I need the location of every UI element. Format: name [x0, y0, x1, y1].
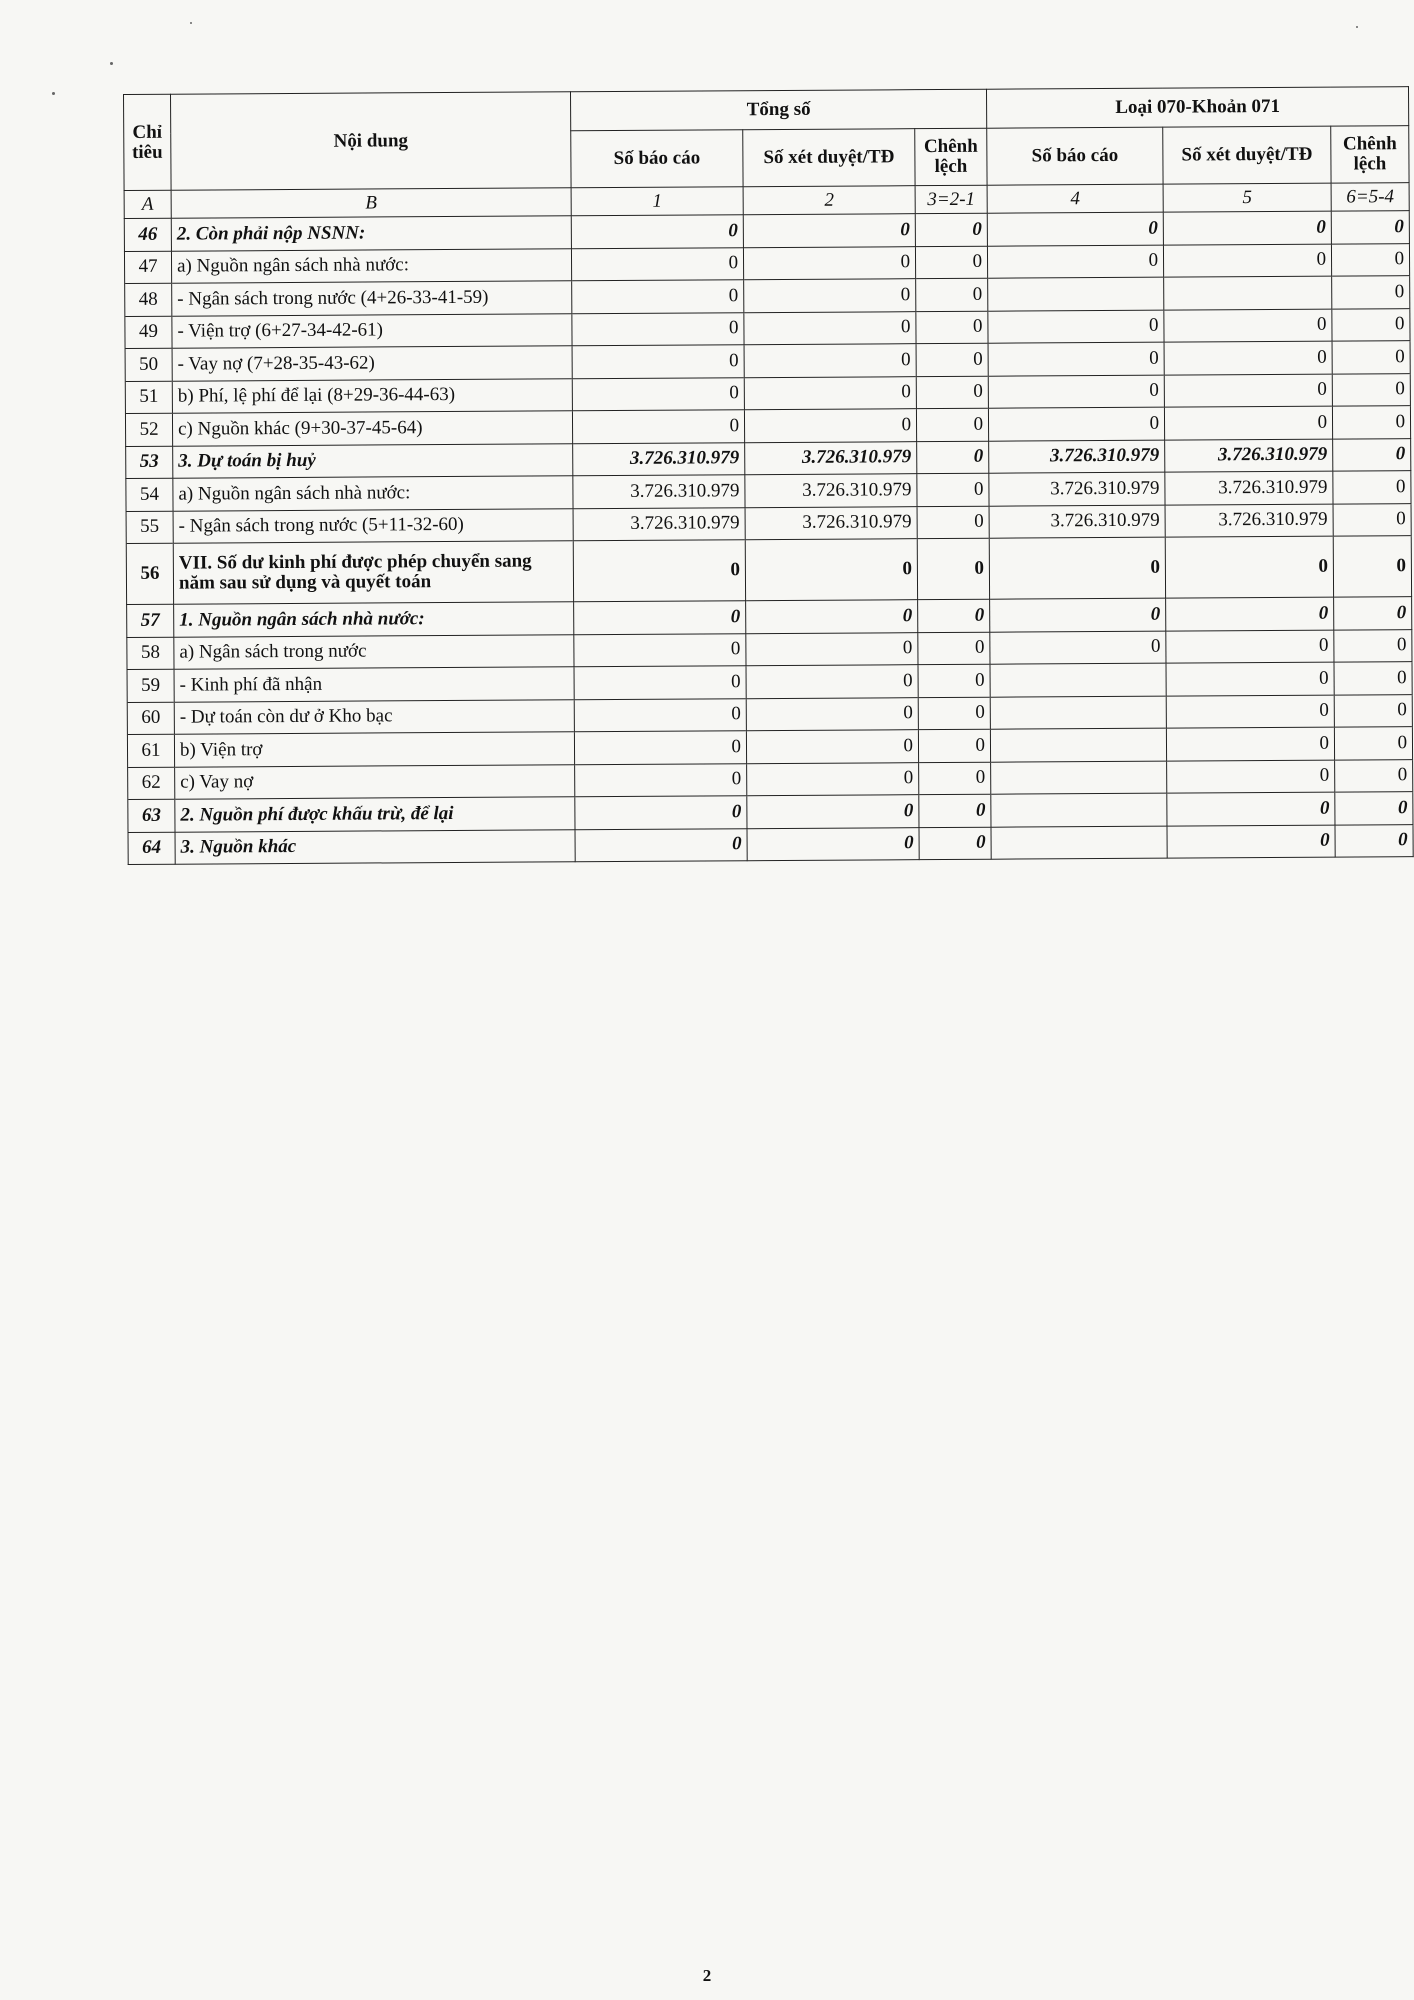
- cell-value: 0: [989, 537, 1165, 599]
- cell-value: 0: [746, 632, 918, 666]
- row-index: 50: [125, 348, 172, 381]
- cell-value: 0: [918, 632, 990, 665]
- cell-value: 0: [916, 376, 988, 409]
- cell-value: 3.726.310.979: [1165, 471, 1333, 505]
- cell-value: 0: [1334, 662, 1412, 695]
- cell-value: 3.726.310.979: [745, 506, 917, 540]
- header-chenh-lech: Chênh lệch: [1331, 126, 1409, 183]
- col-ref: 6=5-4: [1331, 183, 1409, 211]
- table-row: [128, 824, 1413, 864]
- header-so-xet-duyet: Số xét duyệt/TĐ: [743, 129, 915, 187]
- cell-value: 0: [744, 279, 916, 313]
- cell-value: 0: [574, 666, 746, 700]
- row-index: 55: [126, 511, 173, 544]
- cell-value: 0: [745, 539, 917, 601]
- cell-value: 0: [744, 409, 916, 443]
- row-label: 1. Nguồn ngân sách nhà nước:: [174, 602, 574, 637]
- cell-value: [990, 728, 1166, 762]
- header-so-bao-cao: Số báo cáo: [571, 130, 743, 188]
- cell-value: 0: [917, 538, 989, 599]
- cell-value: 0: [919, 794, 991, 827]
- cell-value: 0: [744, 344, 916, 378]
- cell-value: 0: [571, 247, 743, 281]
- cell-value: 0: [1332, 373, 1410, 406]
- row-label: b) Viện trợ: [174, 732, 574, 767]
- col-ref: 3=2-1: [915, 185, 987, 213]
- cell-value: 0: [573, 540, 745, 602]
- settlement-table: [123, 86, 1414, 865]
- row-index: 48: [125, 283, 172, 316]
- cell-value: 0: [1167, 792, 1335, 826]
- row-index: 57: [127, 604, 174, 637]
- cell-value: 3.726.310.979: [989, 472, 1165, 506]
- row-index: 61: [127, 734, 174, 767]
- cell-value: 0: [574, 601, 746, 635]
- header-so-bao-cao: Số báo cáo: [987, 127, 1163, 185]
- row-index: 46: [124, 218, 171, 251]
- cell-value: 0: [572, 280, 744, 314]
- cell-value: 0: [1163, 244, 1331, 278]
- cell-value: 0: [1164, 406, 1332, 440]
- table-body: [124, 211, 1413, 865]
- cell-value: 3.726.310.979: [745, 441, 917, 475]
- cell-value: 0: [988, 342, 1164, 376]
- cell-value: 0: [1332, 276, 1410, 309]
- cell-value: 0: [746, 697, 918, 731]
- cell-value: 0: [1165, 536, 1333, 598]
- cell-value: 0: [746, 600, 918, 634]
- cell-value: 0: [574, 698, 746, 732]
- cell-value: [991, 761, 1167, 795]
- cell-value: [991, 793, 1167, 827]
- row-index: 54: [126, 478, 173, 511]
- cell-value: 0: [746, 730, 918, 764]
- cell-value: 0: [747, 795, 919, 829]
- row-index: 59: [127, 669, 174, 702]
- cell-value: 0: [987, 212, 1163, 246]
- cell-value: 3.726.310.979: [745, 474, 917, 508]
- cell-value: 0: [1334, 694, 1412, 727]
- row-label: b) Phí, lệ phí để lại (8+29-36-44-63): [172, 378, 572, 413]
- row-index: 64: [128, 832, 175, 865]
- header-tong-so: Tổng số: [570, 89, 986, 131]
- cell-value: 3.726.310.979: [573, 442, 745, 476]
- report-table-sheet: [123, 86, 1413, 865]
- cell-value: 0: [1332, 308, 1410, 341]
- cell-value: 0: [1167, 825, 1335, 859]
- row-index: 53: [126, 446, 173, 479]
- header-so-xet-duyet: Số xét duyệt/TĐ: [1163, 126, 1331, 184]
- cell-value: 3.726.310.979: [1165, 439, 1333, 473]
- row-label: - Ngân sách trong nước (4+26-33-41-59): [172, 281, 572, 316]
- cell-value: 0: [918, 729, 990, 762]
- cell-value: 0: [1164, 341, 1332, 375]
- cell-value: 0: [916, 278, 988, 311]
- cell-value: 0: [918, 664, 990, 697]
- cell-value: 0: [917, 441, 989, 474]
- cell-value: 0: [917, 473, 989, 506]
- col-ref: 1: [571, 187, 743, 216]
- col-ref: A: [124, 190, 171, 218]
- cell-value: 0: [1166, 630, 1334, 664]
- row-index: 51: [125, 381, 172, 414]
- cell-value: 0: [572, 345, 744, 379]
- row-label: a) Nguồn ngân sách nhà nước:: [173, 476, 573, 511]
- header-noi-dung: Nội dung: [171, 92, 572, 190]
- cell-value: 0: [1333, 438, 1411, 471]
- cell-value: 0: [915, 213, 987, 246]
- cell-value: 0: [916, 343, 988, 376]
- cell-value: 0: [1334, 727, 1412, 760]
- header-loai: Loại 070-Khoản 071: [987, 87, 1409, 129]
- cell-value: 0: [1332, 341, 1410, 374]
- row-label: 2. Còn phải nộp NSNN:: [171, 216, 571, 251]
- cell-value: 0: [1335, 759, 1413, 792]
- col-ref: 4: [987, 184, 1163, 213]
- cell-value: 0: [571, 215, 743, 249]
- row-index: 56: [126, 543, 173, 604]
- cell-value: 0: [915, 246, 987, 279]
- cell-value: 0: [988, 407, 1164, 441]
- row-label: - Dự toán còn dư ở Kho bạc: [174, 699, 574, 734]
- cell-value: 0: [744, 376, 916, 410]
- row-index: 52: [125, 413, 172, 446]
- cell-value: 0: [1334, 597, 1412, 630]
- cell-value: 0: [990, 598, 1166, 632]
- cell-value: 0: [747, 762, 919, 796]
- row-label: 2. Nguồn phí được khấu trừ, để lại: [175, 797, 575, 832]
- cell-value: 0: [988, 310, 1164, 344]
- cell-value: [988, 277, 1164, 311]
- row-label: 3. Nguồn khác: [175, 829, 575, 864]
- row-index: 58: [127, 637, 174, 670]
- cell-value: 0: [916, 311, 988, 344]
- cell-value: 3.726.310.979: [1165, 504, 1333, 538]
- cell-value: 0: [1163, 211, 1331, 245]
- cell-value: 0: [1335, 824, 1413, 857]
- cell-value: 0: [990, 631, 1166, 665]
- row-index: 60: [127, 702, 174, 735]
- cell-value: 0: [988, 375, 1164, 409]
- row-index: 63: [128, 799, 175, 832]
- col-ref: 5: [1163, 183, 1331, 212]
- row-label: - Viện trợ (6+27-34-42-61): [172, 313, 572, 348]
- cell-value: 0: [743, 246, 915, 280]
- cell-value: 0: [1333, 536, 1411, 597]
- cell-value: 0: [574, 633, 746, 667]
- cell-value: 0: [1166, 662, 1334, 696]
- cell-value: 0: [574, 731, 746, 765]
- cell-value: 3.726.310.979: [989, 505, 1165, 539]
- cell-value: 3.726.310.979: [989, 440, 1165, 474]
- cell-value: 0: [1332, 406, 1410, 439]
- table-row: [126, 536, 1411, 605]
- cell-value: 0: [575, 796, 747, 830]
- row-index: 62: [128, 767, 175, 800]
- cell-value: 0: [1166, 695, 1334, 729]
- row-label: c) Nguồn khác (9+30-37-45-64): [172, 411, 572, 446]
- cell-value: 0: [746, 665, 918, 699]
- cell-value: [990, 663, 1166, 697]
- cell-value: 0: [1333, 503, 1411, 536]
- cell-value: 0: [572, 312, 744, 346]
- row-label: a) Nguồn ngân sách nhà nước:: [171, 248, 571, 283]
- cell-value: 0: [1331, 243, 1409, 276]
- cell-value: 0: [1333, 471, 1411, 504]
- col-ref: B: [171, 188, 571, 218]
- header-chenh-lech: Chênh lệch: [915, 128, 987, 185]
- cell-value: [990, 696, 1166, 730]
- cell-value: 0: [572, 377, 744, 411]
- cell-value: [1164, 276, 1332, 310]
- cell-value: 0: [572, 410, 744, 444]
- row-label: a) Ngân sách trong nước: [174, 634, 574, 669]
- col-ref: 2: [743, 186, 915, 215]
- cell-value: 0: [1335, 792, 1413, 825]
- cell-value: 0: [1334, 629, 1412, 662]
- row-label: - Vay nợ (7+28-35-43-62): [172, 346, 572, 381]
- cell-value: 0: [743, 214, 915, 248]
- row-index: 49: [125, 316, 172, 349]
- row-label: - Kinh phí đã nhận: [174, 667, 574, 702]
- cell-value: 0: [919, 762, 991, 795]
- row-label: VII. Số dư kinh phí được phép chuyển sang năm sau sử dụng và quyết toán: [173, 541, 573, 604]
- cell-value: 0: [1164, 309, 1332, 343]
- row-index: 47: [124, 251, 171, 284]
- cell-value: 3.726.310.979: [573, 475, 745, 509]
- cell-value: 3.726.310.979: [573, 507, 745, 541]
- cell-value: 0: [917, 506, 989, 539]
- cell-value: 0: [1166, 597, 1334, 631]
- page-number: 2: [702, 1966, 712, 1985]
- cell-value: 0: [918, 697, 990, 730]
- cell-value: 0: [919, 827, 991, 860]
- cell-value: 0: [744, 311, 916, 345]
- cell-value: 0: [918, 599, 990, 632]
- cell-value: 0: [747, 827, 919, 861]
- cell-value: 0: [1331, 211, 1409, 244]
- header-chi-tieu: Chỉ tiêu: [124, 94, 172, 190]
- cell-value: 0: [575, 763, 747, 797]
- cell-value: 0: [916, 408, 988, 441]
- cell-value: 0: [1164, 374, 1332, 408]
- cell-value: 0: [1167, 760, 1335, 794]
- row-label: - Ngân sách trong nước (5+11-32-60): [173, 508, 573, 543]
- row-label: c) Vay nợ: [175, 764, 575, 799]
- row-label: 3. Dự toán bị huỷ: [173, 443, 573, 478]
- cell-value: 0: [987, 245, 1163, 279]
- cell-value: [991, 826, 1167, 860]
- cell-value: 0: [1166, 727, 1334, 761]
- cell-value: 0: [575, 828, 747, 862]
